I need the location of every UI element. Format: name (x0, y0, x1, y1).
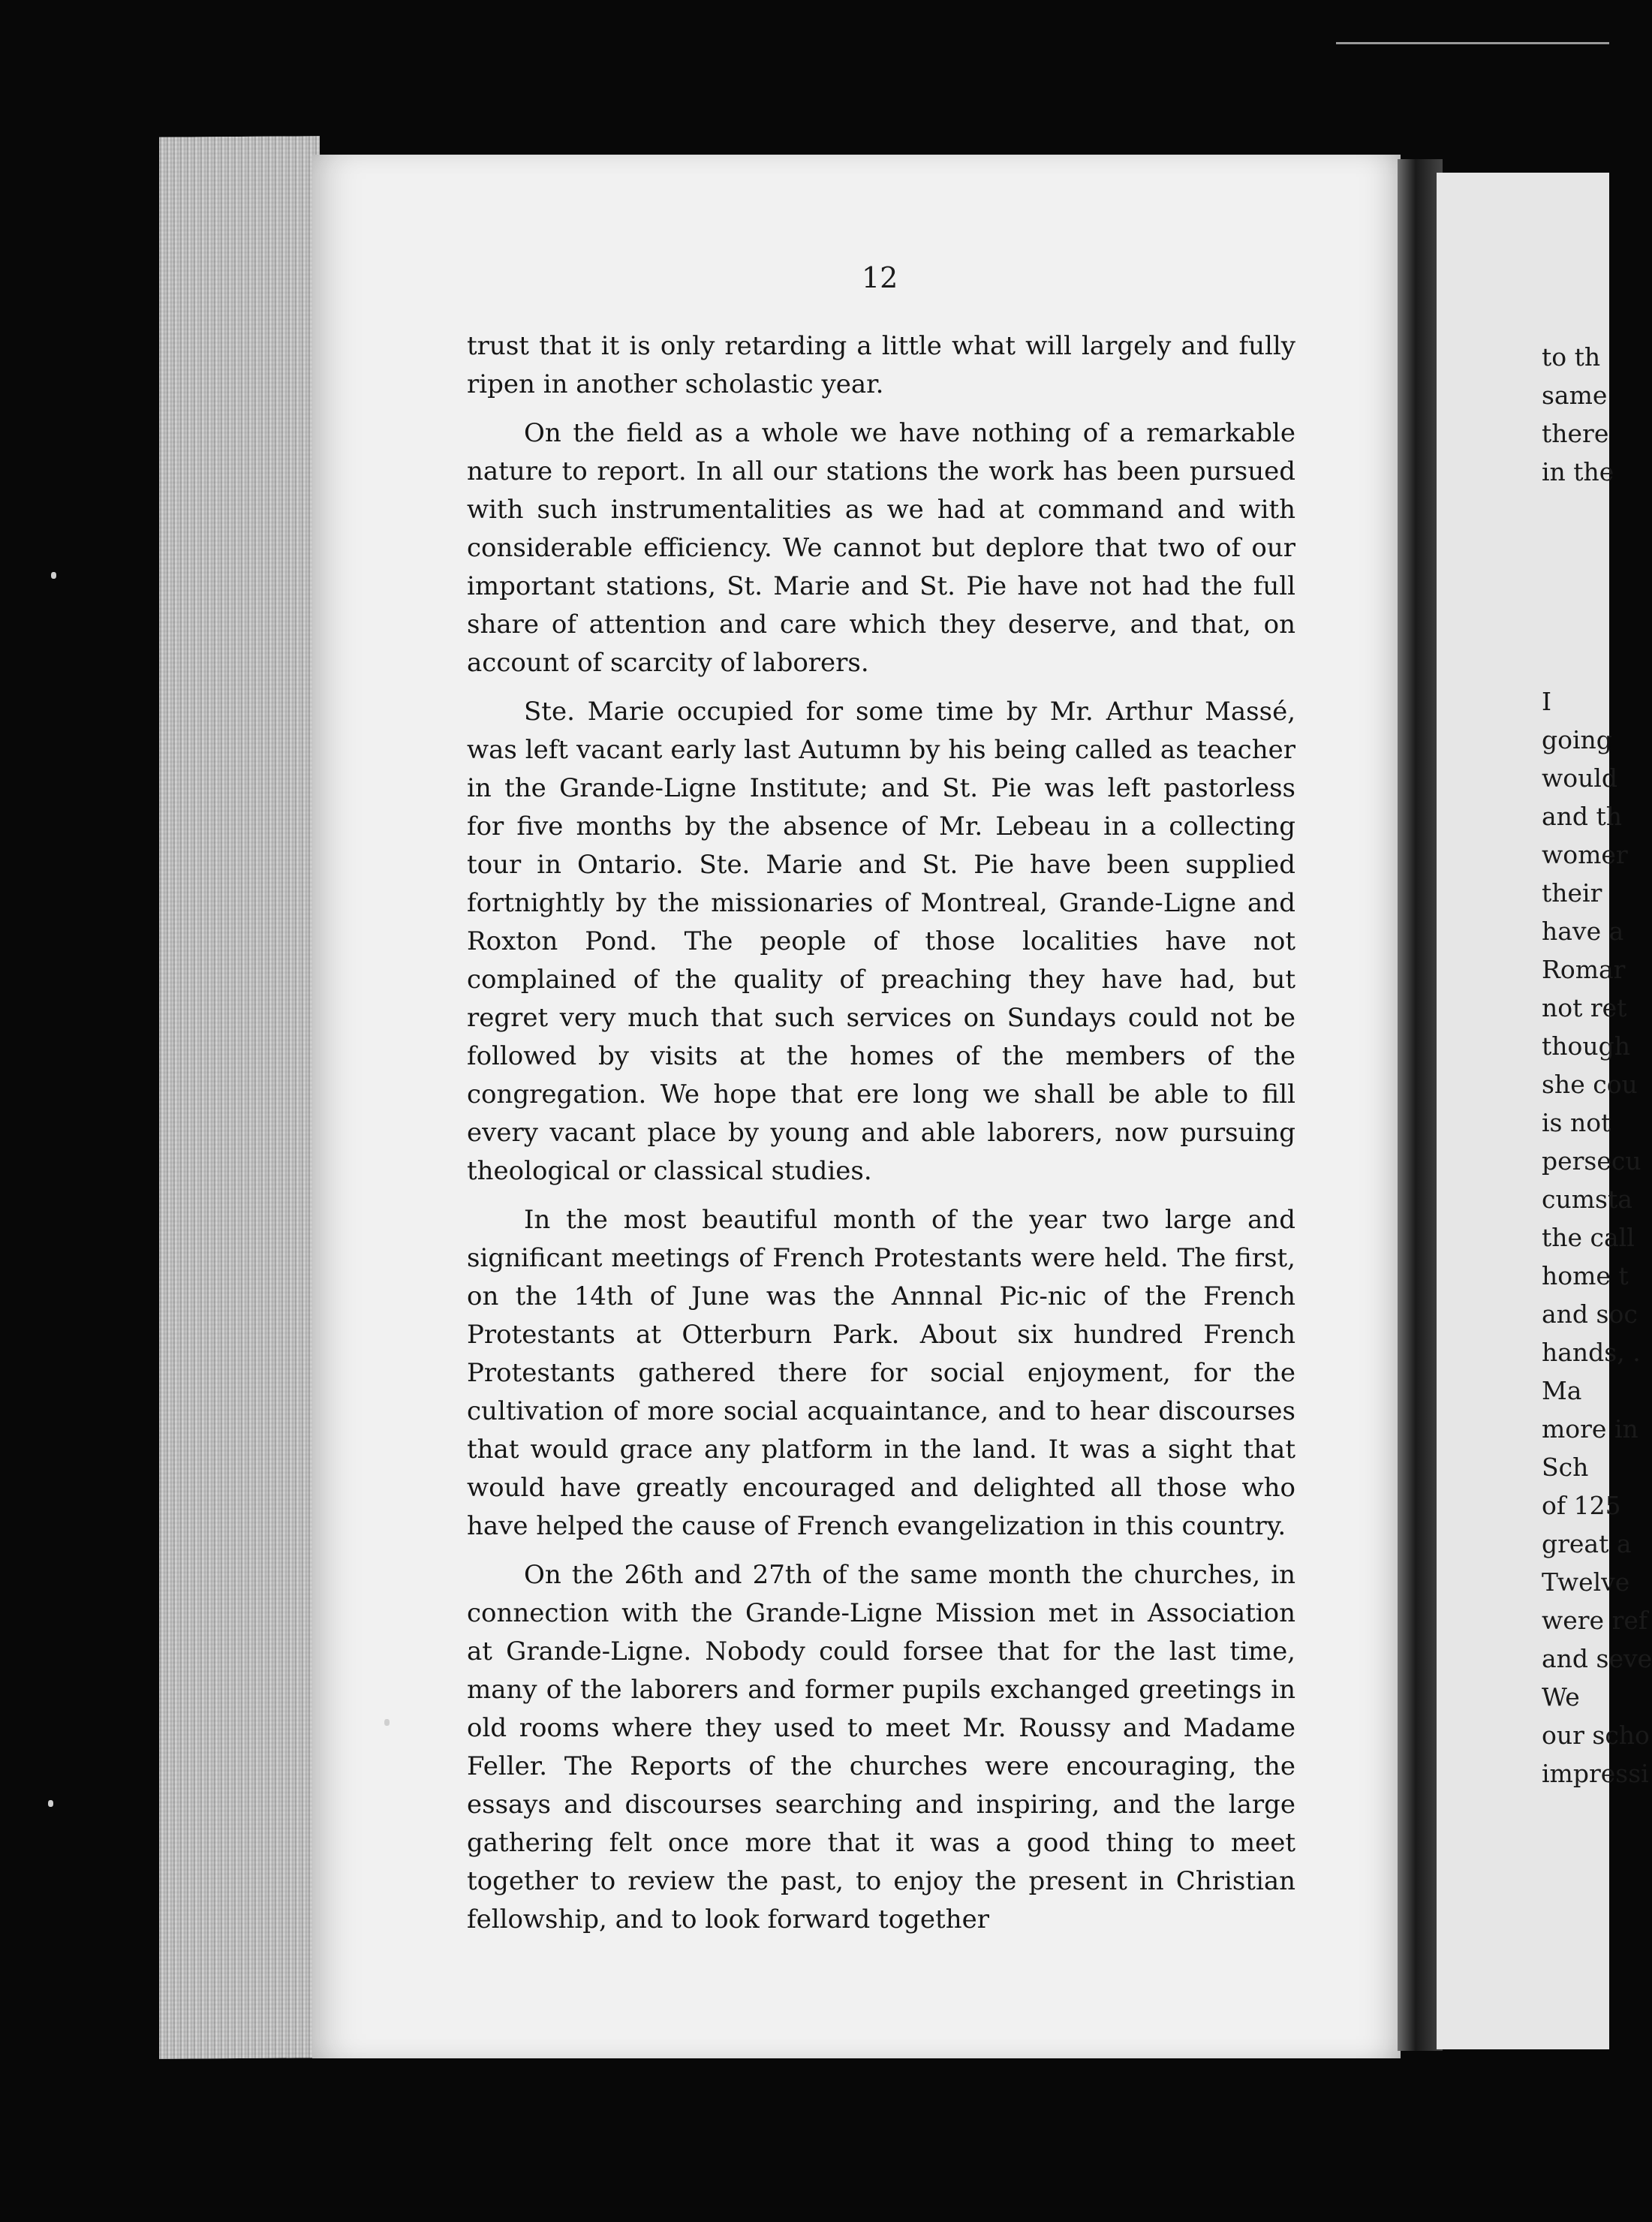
paragraph: Ste. Marie occupied for some time by Mr. Arthur Massé, was left vacant early last Autumn by his being called as teacher in the Grande-Ligne Institute; and St. Pie was left pastorless for five months by the absence of Mr. Lebeau in a collecting tour in Ontario. Ste. Marie and St. Pie have been supplied fortnightly by the missionaries of Montreal, Grande-Ligne and Roxton Pond. The people of those localities have not complained of the quality of preaching they have had, but regret very much that such services on Sundays could not be followed by visits at the homes of the members of the congregation. We hope that ere long we shall be able to fill every vacant place by young and able laborers, now pursuing theological or classical studies. (467, 697, 1295, 1186)
right-page-line: Sch (1542, 1453, 1589, 1482)
right-page-line: same (1542, 381, 1608, 410)
right-page-line: their (1542, 878, 1602, 908)
paragraph: On the 26th and 27th of the same month the churches, in connection with the Grande-Ligne Mission met in Association at Grande-Ligne. Nobody could forsee that for the last time, many of the laborers and former pupils exchanged greetings in old rooms where they used to meet Mr. Roussy and Madame Feller. The Reports of the churches were encouraging, the essays and discourses searching and inspiring, and the large gathering felt once more that it was a good thing to meet together to review the past, to enjoy the present in Christian fellowship, and to look forward together (467, 1560, 1295, 1934)
right-page-line: and soc (1542, 1299, 1638, 1329)
right-page-line: impressi (1542, 1759, 1649, 1788)
body-text (467, 327, 1295, 1950)
right-page-line: the call (1542, 1223, 1635, 1252)
right-page-line (1542, 644, 1609, 682)
page-edges (159, 136, 320, 2058)
dust-speck (51, 572, 56, 579)
right-page-line: cumsta (1542, 1185, 1632, 1214)
paragraph: On the field as a whole we have nothing of a remarkable nature to report. In all our stations the work has been pursued with such instrumentalities as we had at command and with considerable efficiency. We cannot but deplore that two of our important stations, St. Marie and St. Pie have not had the full share of attention and care which they deserve, and that, on account of scarcity of laborers. (467, 418, 1295, 678)
right-page-line: in the (1542, 457, 1614, 486)
right-page-line: Romar (1542, 955, 1626, 984)
right-page-line: would (1542, 763, 1618, 793)
right-page-line (1542, 606, 1609, 644)
right-page-line: to th (1542, 342, 1601, 372)
right-page-line: great a (1542, 1529, 1632, 1558)
right-page-line: home t (1542, 1261, 1629, 1290)
right-page-line: persecu (1542, 1146, 1641, 1176)
right-page-line: I (1542, 687, 1552, 716)
right-page-line: and seve (1542, 1644, 1652, 1673)
right-page-line: hands, . (1542, 1338, 1641, 1367)
paragraph: trust that it is only retarding a little what will largely and fully ripen in another scholastic year. (467, 331, 1295, 399)
right-page-line: is not (1542, 1108, 1611, 1137)
right-page-line: were ref (1542, 1606, 1648, 1635)
dust-speck (384, 1719, 390, 1726)
right-page-line: Twelve (1542, 1567, 1630, 1597)
right-page-line: she cou (1542, 1070, 1638, 1099)
right-page-line: Ma (1542, 1376, 1582, 1405)
book-gutter (1398, 159, 1443, 2051)
right-page-line: have a (1542, 917, 1624, 946)
right-page-line: of 125 (1542, 1491, 1621, 1520)
right-page-line: not ret (1542, 993, 1627, 1022)
top-corner-rule (1336, 0, 1609, 44)
right-page-line: and th (1542, 802, 1623, 831)
right-page-line (1542, 529, 1609, 568)
right-page-line: going (1542, 725, 1612, 754)
right-page-line: there (1542, 419, 1609, 448)
right-page-line: We (1542, 1682, 1580, 1712)
paragraph: In the most beautiful month of the year two large and significant meetings of French Protestants were held. The first, on the 14th of June was the Annnal Pic-nic of the French Protestants at Otterburn Park. About six hundred French Protestants gathered there for social enjoyment, for the cultivation of more social acquaintance, and to hear discourses that would grace any platform in the land. It was a sight that would have greatly encouraged and delighted all those who have helped the cause of French evangelization in this country. (467, 1205, 1295, 1541)
right-page-line: our scho (1542, 1721, 1650, 1750)
right-page-line: though (1542, 1031, 1631, 1061)
right-page-line: womer (1542, 840, 1628, 869)
page-number: 12 (862, 261, 898, 294)
right-page (1437, 173, 1652, 2049)
right-page-line (1542, 491, 1609, 529)
dust-speck (48, 1800, 53, 1807)
right-page-line: more in (1542, 1414, 1638, 1444)
right-page-line (1542, 568, 1609, 606)
right-page-text (1542, 338, 1652, 1793)
